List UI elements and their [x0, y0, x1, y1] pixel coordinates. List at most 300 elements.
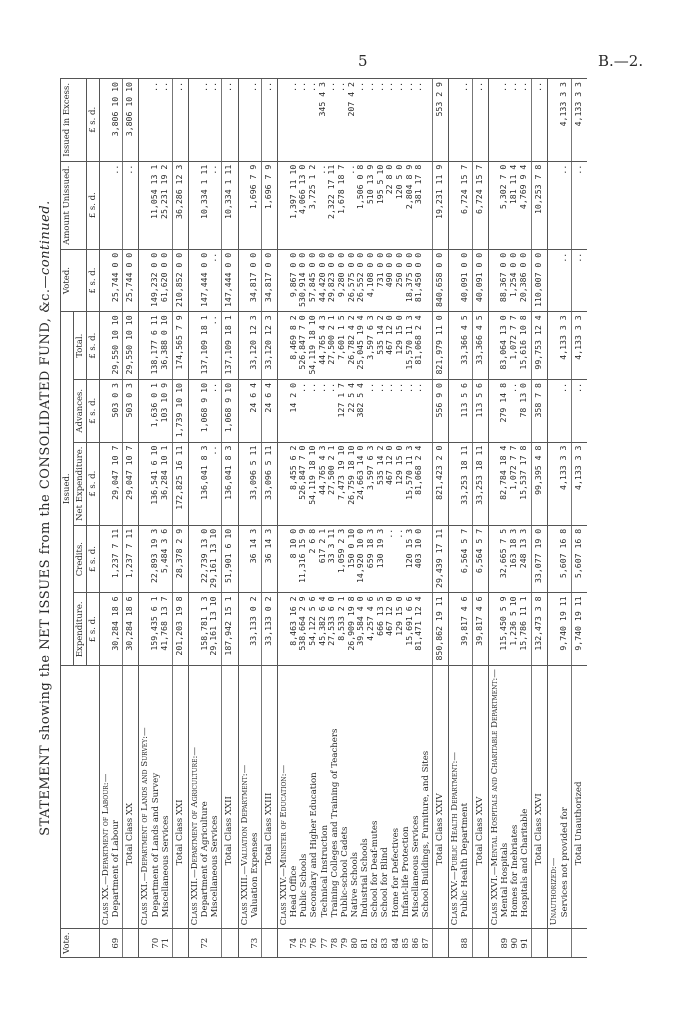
amount-stack	[450, 596, 469, 662]
class-total-label	[222, 666, 238, 929]
amount-value: ..	[508, 383, 519, 393]
amount-value: 3,725 1 2	[307, 164, 318, 210]
amount-value: 26,759 18 10	[345, 445, 356, 505]
amount-value: 44,420 0 0	[316, 252, 327, 303]
units-net: £ s. d.	[87, 442, 100, 525]
amount-value: 4,108 0 0	[365, 252, 376, 298]
amount-stack	[490, 446, 529, 522]
amount-value: ..	[558, 164, 569, 175]
amount-value: 20,386 0 0	[517, 252, 528, 303]
total-adv: 1,739 10 10	[172, 380, 188, 443]
vote-number: 72	[200, 937, 211, 949]
vote-number: 91	[520, 937, 531, 949]
amount-value: 1,059 2 3	[336, 528, 347, 574]
col-description-header	[61, 666, 100, 929]
amount-stack	[549, 596, 568, 662]
class-group-row	[548, 79, 571, 958]
amount-value: 403 10 0	[413, 528, 424, 569]
amount-stack	[190, 446, 219, 522]
amount-excess	[488, 79, 532, 162]
amount-stack	[101, 596, 120, 662]
amount-value: 195 5 10	[374, 164, 385, 205]
amount-net	[548, 442, 571, 525]
page-number: 5	[358, 52, 368, 70]
amount-value: 15,786 11 1	[517, 596, 528, 651]
amount-value: 382 5 4	[355, 383, 366, 418]
amount-tot	[278, 312, 433, 380]
class-total-row	[222, 79, 238, 958]
total-cred: 6,564 5 7	[472, 525, 488, 593]
amount-excess	[139, 79, 172, 162]
amount-value: 490 0 0	[384, 252, 395, 288]
class-total-label	[172, 666, 188, 929]
amount-value: 29,161 13 10	[208, 596, 219, 656]
amount-value: 250 0 0	[394, 252, 405, 288]
total-vote-cell	[472, 929, 488, 958]
amount-adv	[238, 380, 261, 443]
amount-value: 26,909 19 8	[345, 596, 356, 651]
class-heading: Class XXV.—Public Health Department:—	[450, 752, 461, 926]
vote-numbers	[139, 929, 172, 958]
amount-value: 57,845 0 0	[307, 252, 318, 303]
vote-spacer	[450, 932, 460, 954]
class-total-row	[123, 79, 139, 958]
amount-value: 248 13 3	[517, 528, 528, 569]
amount-stack	[279, 315, 424, 376]
col-unissued-header: Amount Unissued.	[61, 161, 87, 249]
amount-value: 15,570 11 3	[403, 445, 414, 500]
amount-adv	[488, 380, 532, 443]
amount-value: ..	[394, 383, 405, 393]
total-cred: 28,378 2 9	[172, 525, 188, 593]
amount-cred	[100, 525, 123, 593]
amount-stack	[140, 446, 169, 522]
total-excess: 4,133 3 3	[571, 79, 587, 162]
amount-voted	[548, 249, 571, 312]
vote-name: Technical Instruction	[319, 825, 330, 918]
amount-stack	[549, 315, 568, 376]
vote-name: Native Schools	[350, 852, 360, 918]
amount-stack	[450, 529, 469, 590]
amount-stack	[240, 253, 259, 309]
amount-stack	[140, 383, 169, 439]
amount-value: 24 6 4	[248, 383, 259, 413]
amount-value: 26,782 4 2	[345, 315, 356, 365]
total-voted: ..	[571, 249, 587, 312]
amount-excess	[449, 79, 472, 162]
amount-tot	[100, 312, 123, 380]
amount-value: 45,382 6 4	[316, 596, 327, 646]
amount-value: 9,867 0 0	[287, 252, 298, 298]
total-exp: 39,817 4 6	[472, 593, 488, 666]
amount-value: 103 10 9	[158, 383, 169, 423]
amount-stack	[140, 315, 169, 376]
amount-cred	[449, 525, 472, 593]
amount-stack	[240, 446, 259, 522]
amount-value: 1,072 7 7	[508, 315, 519, 360]
amount-value: ..	[109, 164, 120, 175]
amount-value: 40,091 0 0	[458, 252, 469, 303]
col-issued-header: Issued.	[61, 312, 74, 666]
amount-value: 81,068 2 4	[413, 445, 424, 495]
amount-value: ..	[297, 383, 308, 393]
amount-stack	[490, 315, 529, 376]
amount-value: 526,847 7 0	[297, 315, 308, 370]
amount-stack	[549, 529, 568, 590]
class-total-text: Total Class XXIV	[435, 793, 446, 866]
amount-stack	[190, 253, 219, 309]
vote-number: 81	[360, 937, 371, 949]
amount-stack	[140, 529, 169, 590]
col-total-header: Total.	[74, 312, 87, 380]
amount-value: 22,893 19 3	[149, 528, 160, 584]
amount-value: 61,620 0 0	[158, 252, 169, 303]
amount-adv	[548, 380, 571, 443]
amount-stack	[190, 165, 219, 246]
amount-exp	[100, 593, 123, 666]
amount-value: 14,920 10 0	[355, 528, 366, 584]
units-expenditure: £ s. d.	[87, 593, 100, 666]
class-total-row	[433, 79, 449, 958]
amount-value: 81,450 0 0	[413, 252, 424, 303]
amount-stack	[279, 165, 424, 246]
amount-value: 22 8 0	[384, 164, 395, 195]
amount-value: 44,765 4 3	[316, 315, 327, 365]
amount-cred	[548, 525, 571, 593]
total-voted: 840,658 0 0	[433, 249, 449, 312]
amount-value: 54,119 18 10	[307, 315, 318, 375]
rotated-table-region	[38, 78, 678, 958]
amount-stack	[279, 253, 424, 309]
amount-value: 510 13 9	[365, 164, 376, 205]
total-tot: 33,120 12 3	[261, 312, 277, 380]
total-adv: 24 6 4	[261, 380, 277, 443]
total-unissued: 36,286 12 3	[172, 161, 188, 249]
class-group-row	[488, 79, 532, 958]
total-voted: 25,744 0 0	[123, 249, 139, 312]
amount-stack	[279, 82, 424, 158]
amount-cred	[488, 525, 532, 593]
amount-excess	[100, 79, 123, 162]
amount-value: 149,232 0 0	[149, 252, 160, 307]
amount-stack	[279, 446, 424, 522]
col-advances-header: Advances.	[74, 380, 87, 443]
amount-stack	[549, 165, 568, 246]
amount-value: 181 11 4	[508, 164, 519, 205]
amount-value: 1,678 18 7	[336, 164, 347, 215]
amount-value: ..	[208, 445, 219, 456]
amount-value: 27,500 2 1	[326, 315, 337, 365]
amount-value: 137,109 18 1	[198, 315, 209, 375]
vote-number: 85	[400, 937, 411, 949]
amount-value: ..	[508, 82, 519, 92]
total-voted: 34,817 0 0	[261, 249, 277, 312]
vote-number: 84	[390, 937, 401, 949]
vote-name: Services not provided for	[559, 807, 570, 918]
amount-cred	[278, 525, 433, 593]
amount-value: ..	[558, 252, 569, 263]
total-voted: 110,007 0 0	[532, 249, 548, 312]
amount-value: 44,765 4 3	[316, 445, 327, 495]
amount-excess	[238, 79, 261, 162]
vote-number	[560, 932, 570, 954]
amount-unissued	[238, 161, 261, 249]
amount-voted	[139, 249, 172, 312]
amount-stack	[240, 383, 259, 439]
total-net: 821,423 2 0	[433, 442, 449, 525]
class-group-row	[278, 79, 433, 958]
total-unissued: ..	[571, 161, 587, 249]
amount-exp	[189, 593, 222, 666]
total-tot: 99,753 12 4	[532, 312, 548, 380]
amount-value: ..	[149, 82, 160, 92]
amount-value: 25,045 19 4	[355, 315, 366, 370]
total-adv: ..	[571, 380, 587, 443]
vote-number	[210, 932, 220, 954]
vote-spacer	[549, 932, 559, 954]
amount-spacer	[490, 82, 500, 158]
amount-spacer	[549, 165, 559, 246]
amount-value: ..	[208, 164, 219, 175]
amount-value: 8,533 2 1	[336, 596, 347, 641]
total-exp: 30,284 18 6	[123, 593, 139, 666]
amount-value: 7,601 1 5	[336, 315, 347, 360]
amount-excess	[189, 79, 222, 162]
amount-value: 36,284 10 1	[158, 445, 169, 500]
amount-value: 535 14 2	[374, 315, 385, 355]
amount-value: 8,469 8 2	[287, 315, 298, 360]
amount-value: 4,133 3 3	[558, 445, 569, 490]
amount-value: 22 5 4	[345, 383, 356, 413]
vote-numbers	[488, 929, 532, 958]
vote-numbers	[189, 929, 222, 958]
class-description	[189, 666, 222, 929]
amount-value: 32,665 7 5	[498, 528, 509, 579]
amount-exp	[238, 593, 261, 666]
amount-stack	[240, 315, 259, 376]
vote-number: 82	[370, 937, 381, 949]
total-net: 172,825 16 11	[172, 442, 188, 525]
amount-value: 158,781 1 3	[198, 596, 209, 651]
total-cred: 29,439 17 11	[433, 525, 449, 593]
total-tot: 137,109 18 1	[222, 312, 238, 380]
amount-value: 9,740 19 11	[558, 596, 569, 651]
vote-spacer	[240, 932, 250, 954]
vote-name: Homes for Inebriates	[509, 824, 520, 918]
amount-value: 10,334 1 11	[198, 164, 209, 219]
total-unissued: 6,724 15 7	[472, 161, 488, 249]
vote-number-stack	[279, 932, 431, 954]
amount-tot	[189, 312, 222, 380]
amount-stack	[101, 253, 120, 309]
class-total-row	[172, 79, 188, 958]
class-total-row	[261, 79, 277, 958]
class-description	[449, 666, 472, 929]
amount-value: ..	[558, 383, 569, 393]
class-heading: Class XXIV.—Minister of Education:—	[279, 764, 290, 926]
amount-adv	[189, 380, 222, 443]
class-total-row	[532, 79, 548, 958]
vote-number: 88	[460, 937, 471, 949]
amount-value: 503 0 3	[109, 383, 120, 418]
amount-value: 5,484 3 6	[158, 528, 169, 574]
amount-stack	[190, 596, 219, 662]
document-code: B.—2.	[598, 52, 644, 70]
amount-value: 3,806 10 10	[109, 82, 120, 137]
class-group-row	[139, 79, 172, 958]
vote-name: Mental Hospitals	[499, 842, 510, 918]
vote-name: Hospitals and Charitable	[520, 808, 531, 918]
amount-stack	[190, 529, 219, 590]
amount-value: 2,322 17 11	[326, 164, 337, 219]
total-exp: 9,740 19 11	[571, 593, 587, 666]
amount-value: 41,768 13 7	[158, 596, 169, 651]
total-unissued: 1,696 7 9	[261, 161, 277, 249]
class-group-row	[100, 79, 123, 958]
total-excess: ..	[532, 79, 548, 162]
amount-value: 54,122 5 6	[307, 596, 318, 646]
total-net: 33,096 5 11	[261, 442, 277, 525]
total-vote-cell	[433, 929, 449, 958]
vote-numbers	[278, 929, 433, 958]
vote-number: 74	[289, 937, 300, 949]
amount-value: 1,254 0 0	[508, 252, 519, 298]
amount-stack	[490, 529, 529, 590]
total-tot: 33,366 4 5	[472, 312, 488, 380]
amount-value: 1,506 0 8	[355, 164, 366, 210]
amount-value: ..	[326, 82, 337, 92]
total-unissued: ..	[123, 161, 139, 249]
total-exp: 850,862 19 11	[433, 593, 449, 666]
class-description	[238, 666, 261, 929]
amount-value: ..	[374, 383, 385, 393]
amount-stack	[450, 82, 469, 158]
amount-value: 18,375 0 0	[403, 252, 414, 303]
amount-value: 1,636 0 1	[149, 383, 160, 428]
total-cred: 1,237 7 11	[123, 525, 139, 593]
amount-value: ..	[198, 82, 209, 92]
amount-value: 7,473 19 10	[336, 445, 347, 500]
amount-value: 530,914 0 0	[297, 252, 308, 307]
amount-value: 129 15 0	[394, 596, 405, 636]
amount-value: 83,064 13 0	[498, 315, 509, 370]
amount-spacer	[190, 82, 200, 158]
vote-name: Public-school Cadets	[339, 826, 350, 918]
amount-value: 136,541 6 10	[149, 445, 160, 505]
class-description	[139, 666, 172, 929]
class-heading: Class XXVI.—Mental Hospitals and Charitable Department:—	[489, 669, 500, 926]
amount-value: 39,584 4 0	[355, 596, 366, 646]
vote-name: Department of Agriculture	[200, 801, 211, 918]
amount-net	[238, 442, 261, 525]
amount-value: 27,500 2 1	[326, 445, 337, 495]
amount-value: 1,696 7 9	[248, 164, 259, 210]
col-net-header: Net Expenditure.	[74, 442, 87, 525]
amount-value: ..	[208, 383, 219, 393]
class-total-text: Total Class XXII	[224, 796, 235, 866]
amount-value: 467 12 0	[384, 315, 395, 355]
amount-value: 30,284 18 6	[109, 596, 120, 651]
amount-voted	[238, 249, 261, 312]
amount-value: ..	[248, 82, 259, 92]
vote-name: School Buildings, Furniture, and Sites	[420, 750, 431, 918]
amount-value: ..	[413, 82, 424, 92]
amount-value: 4,257 4 6	[365, 596, 376, 641]
amount-value: 159,435 6 1	[149, 596, 160, 651]
amount-value: 130 19 3	[374, 528, 385, 569]
amount-stack	[240, 529, 259, 590]
total-cred: 36 14 3	[261, 525, 277, 593]
total-unissued: 10,253 7 8	[532, 161, 548, 249]
amount-value: ..	[316, 383, 327, 393]
vote-numbers	[238, 929, 261, 958]
amount-value: ..	[307, 82, 318, 92]
amount-value: ..	[355, 82, 366, 92]
amount-value: ..	[297, 82, 308, 92]
amount-value: ..	[316, 164, 327, 175]
amount-tot	[548, 312, 571, 380]
class-total-label	[472, 666, 488, 929]
amount-unissued	[100, 161, 123, 249]
col-expenditure-header: Expenditure.	[74, 593, 87, 666]
amount-tot	[488, 312, 532, 380]
amount-stack	[101, 315, 120, 376]
amount-stack	[450, 165, 469, 246]
amount-stack	[140, 165, 169, 246]
amount-value: 33,120 12 3	[248, 315, 259, 370]
table-header	[61, 79, 100, 958]
amount-value: 3,597 6 3	[365, 445, 376, 490]
class-description	[278, 666, 433, 929]
class-group-row	[449, 79, 472, 958]
vote-number: 83	[380, 937, 391, 949]
amount-voted	[278, 249, 433, 312]
amount-net	[189, 442, 222, 525]
class-total-row	[472, 79, 488, 958]
amount-exp	[278, 593, 433, 666]
amount-excess	[278, 79, 433, 162]
amount-exp	[449, 593, 472, 666]
amount-value: 8,463 16 2	[287, 596, 298, 646]
units-advances: £ s. d.	[87, 380, 100, 443]
amount-value: 1,237 7 11	[109, 528, 120, 579]
amount-value: ..	[365, 82, 376, 92]
amount-value: 33,096 5 11	[248, 445, 259, 500]
amount-value: ..	[498, 82, 509, 92]
amount-value: ..	[374, 82, 385, 92]
amount-value: 26,575 0 0	[345, 252, 356, 303]
amount-value: ..	[384, 383, 395, 393]
table-body	[100, 79, 587, 958]
amount-stack	[190, 82, 219, 158]
amount-adv	[278, 380, 433, 443]
vote-number: 90	[509, 937, 520, 949]
amount-net	[139, 442, 172, 525]
amount-value: 33,253 18 11	[458, 445, 469, 505]
vote-spacer	[190, 932, 200, 954]
vote-name: Secondary and Higher Education	[309, 772, 320, 918]
amount-cred	[189, 525, 222, 593]
vote-numbers	[100, 929, 123, 958]
amount-stack	[549, 82, 568, 158]
vote-number: 79	[339, 937, 350, 949]
amount-unissued	[548, 161, 571, 249]
amount-value: ..	[394, 82, 405, 92]
amount-value: 127 1 7	[336, 383, 347, 418]
amount-voted	[100, 249, 123, 312]
amount-value: 2 6 8	[307, 528, 318, 554]
amount-value: 29,550 10 10	[109, 315, 120, 375]
